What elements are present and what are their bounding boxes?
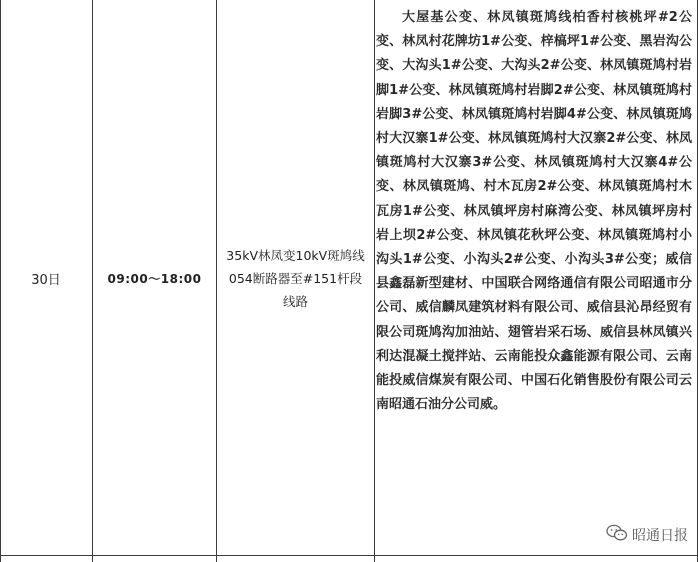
outage-area-cell: 大屋基公变、林凤镇斑鸠线柏香村核桃坪#2公变、林凤村花牌坊1#公变、梓槁坪1#公变、黑岩沟公变、大沟头1#公变、大沟头2#公变、林凤镇斑鸠村岩脚1#公变、林凤镇斑鸠村岩脚2#公变、林凤镇斑鸠村岩脚3#公变、林凤镇斑鸠村岩脚4#公变、林凤镇斑鸠村大汉寨1#公变、林凤镇斑鸠村大汉寨2#公变、林凤镇斑鸠村大汉寨3#公变、林凤镇斑鸠村大汉寨4#公变、林凤镇斑鸠、村木瓦房2#公变、林凤镇斑鸠村木瓦房1#公变、林凤镇坪房村麻湾公变、林凤镇坪房村岩上坝2#公变、林凤镇花秋坪公变、林凤镇斑鸠村小沟头1#公变、小沟头2#公变、小沟头3#公变；威信县鑫磊新型建材、中国联合网络通信有限公司昭通市分公司、威信麟凤建筑材料有限公司、威信县沁昂经贸有限公司斑鸠沟加油站、翅管岩采石场、威信县林凤镇兴利达混凝土搅拌站、云南能投众鑫能源有限公司、云南能投威信煤炭有限公司、中国石化销售股份有限公司云南昭通石油分公司威。 xyxy=(376,10,692,413)
line-section-cell: 35kV林凤变10kV斑鸠线054断路器至#151杆段线路 xyxy=(226,247,365,309)
time-cell: 09:00～18:00 xyxy=(107,271,202,286)
column-divider xyxy=(374,0,375,562)
wechat-icon xyxy=(606,524,628,546)
watermark-text: 昭通日报 xyxy=(632,528,688,544)
source-watermark xyxy=(602,522,692,548)
date-cell: 30日 xyxy=(31,272,61,288)
